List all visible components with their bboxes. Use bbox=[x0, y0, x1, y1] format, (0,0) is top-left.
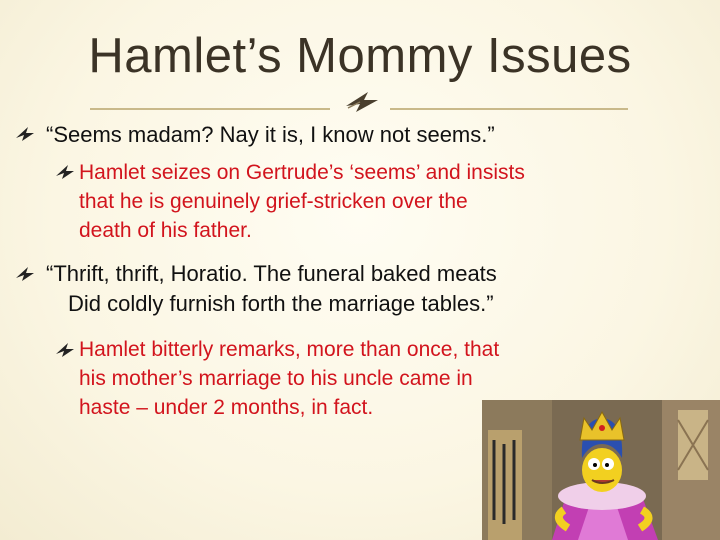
sub-bullet-arrow-icon bbox=[54, 162, 76, 180]
slide-title: Hamlet’s Mommy Issues bbox=[88, 29, 632, 83]
divider-arrow-icon bbox=[338, 86, 386, 114]
sub-bullet-2-line-3: haste – under 2 months, in fact. bbox=[79, 396, 374, 419]
sub-bullet-2-line-1: Hamlet bitterly remarks, more than once, that bbox=[79, 338, 500, 361]
sub-bullet-1-line-3: death of his father. bbox=[79, 219, 252, 242]
title-rule-right bbox=[390, 108, 628, 110]
bullet-arrow-icon bbox=[14, 124, 36, 142]
sub-bullet-arrow-icon bbox=[54, 340, 76, 358]
bullet-1 bbox=[46, 120, 495, 150]
bullet-2-line-2: Did coldly furnish forth the marriage tables.” bbox=[68, 291, 494, 316]
bullet-arrow-icon bbox=[14, 264, 36, 282]
cartoon-queen-illustration bbox=[482, 400, 720, 540]
title-rule-left bbox=[90, 108, 330, 110]
sub-bullet-2 bbox=[79, 335, 499, 422]
sub-bullet-1 bbox=[79, 158, 525, 245]
sub-bullet-2-line-2: his mother’s marriage to his uncle came in bbox=[79, 367, 473, 390]
bullet-1-line: “Seems madam? Nay it is, I know not seems.” bbox=[46, 122, 495, 147]
sub-bullet-1-line-2: that he is genuinely grief-stricken over the bbox=[79, 190, 468, 213]
bullet-2-line-1: “Thrift, thrift, Horatio. The funeral baked meats bbox=[46, 261, 497, 286]
bullet-2 bbox=[46, 259, 497, 319]
sub-bullet-1-line-1: Hamlet seizes on Gertrude’s ‘seems’ and insists bbox=[79, 161, 525, 184]
